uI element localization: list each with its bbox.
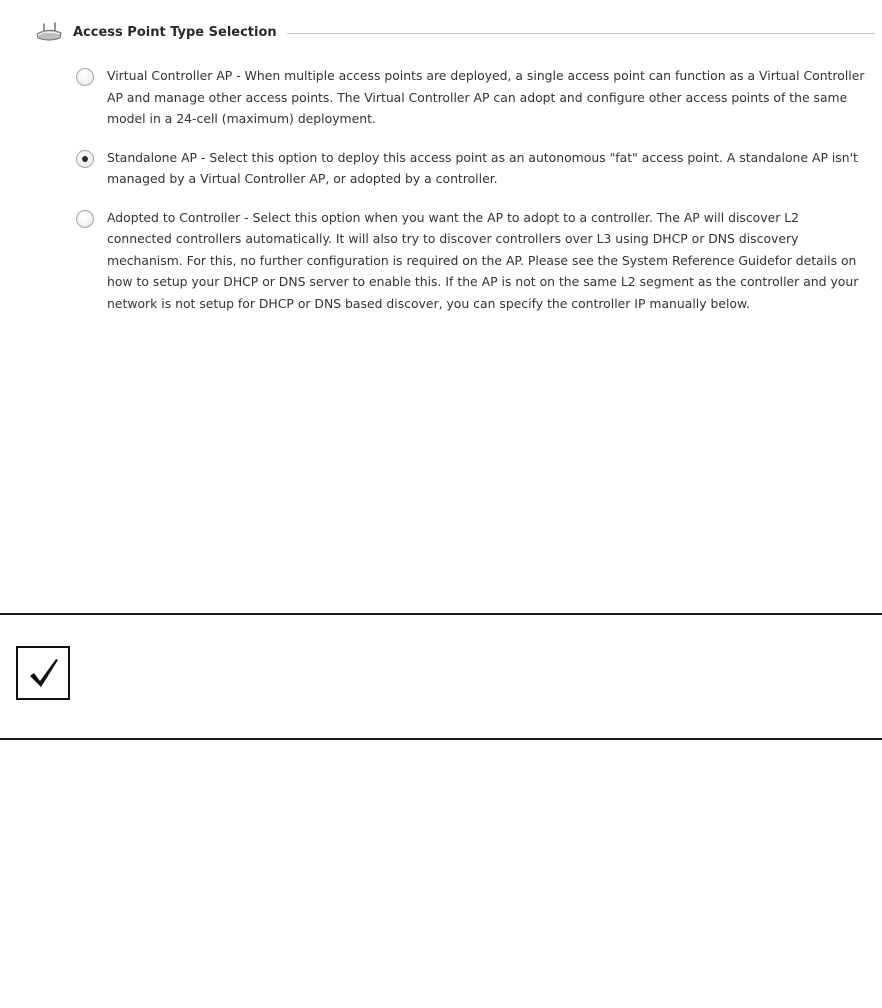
checkmark-icon xyxy=(25,656,61,690)
note-top-rule xyxy=(0,613,882,615)
option-adopted-to-controller[interactable] xyxy=(76,207,866,315)
note-box xyxy=(16,646,70,700)
section-title: Access Point Type Selection xyxy=(73,24,277,40)
option-label: Virtual Controller AP - When multiple access points are deployed, a single access point can function as a Virtual Controller AP and manage other access points. The Virtual Controller AP can adopt and configure other access points of the same model in a 24-cell (maximum) deployment. xyxy=(107,68,865,126)
note-bottom-rule xyxy=(0,738,882,740)
option-label: Adopted to Controller - Select this option when you want the AP to adopt to a controller. The AP will discover L2 connected controllers automatically. It will also try to discover controllers over L3 using DHCP or DNS discovery mechanism. For this, no further configuration is required on the AP. Please see the System Reference Guidefor details on how to setup your DHCP or DNS server to enable this. If the AP is not on the same L2 segment as the controller and your network is not setup for DHCP or DNS based discover, you can specify the controller IP manually below. xyxy=(107,209,859,311)
radio-virtual-controller-ap[interactable] xyxy=(76,68,94,86)
radio-standalone-ap[interactable] xyxy=(76,150,94,168)
option-label: Standalone AP - Select this option to deploy this access point as an autonomous "fat" access point. A standalone AP isn't managed by a Virtual Controller AP, or adopted by a controller. xyxy=(107,149,858,186)
radio-adopted-to-controller[interactable] xyxy=(76,210,94,228)
section-header xyxy=(35,20,875,44)
access-point-icon xyxy=(35,21,63,43)
option-standalone-ap[interactable] xyxy=(76,147,866,190)
section-divider xyxy=(287,33,875,34)
access-point-type-options xyxy=(76,65,866,314)
option-virtual-controller-ap[interactable] xyxy=(76,65,866,130)
